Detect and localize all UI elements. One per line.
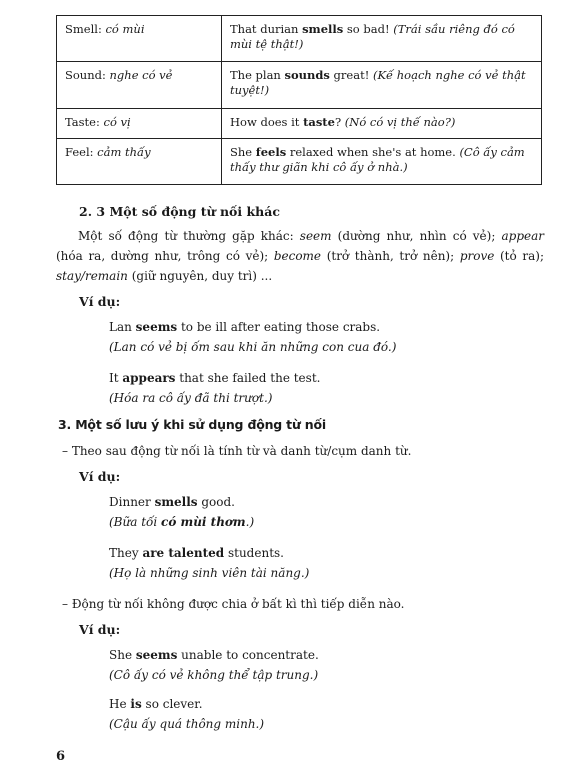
example-translation: (Trái sầu riêng đó có mùi tệ thật!) (230, 22, 515, 51)
verb-term: seem (299, 229, 332, 243)
example-text: students. (224, 546, 284, 560)
example-label: Ví dụ: (79, 622, 121, 637)
verb-term: become (273, 249, 322, 263)
table-cell-example (222, 16, 542, 62)
example-verb: is (130, 697, 142, 711)
example-translation: (Nó có vị thế nào?) (344, 115, 456, 129)
example-verb: taste (303, 115, 335, 129)
example-text: so clever. (141, 697, 203, 711)
example-text: Lan (109, 320, 136, 334)
example-translation: (Họ là những sinh viên tài năng.) (109, 566, 310, 580)
sense-label: Taste: (65, 115, 104, 129)
table-cell-example (222, 109, 542, 139)
example-block (109, 694, 264, 734)
example-block (109, 543, 309, 583)
table-cell-example (222, 62, 542, 109)
section-2-3-paragraph (56, 226, 544, 286)
example-text: relaxed when she's at home. (286, 145, 460, 159)
example-text: to be ill after eating those crabs. (177, 320, 381, 334)
example-text: It (109, 371, 123, 385)
page-number: 6 (56, 749, 66, 764)
example-verb: seems (135, 648, 178, 662)
example-label: Ví dụ: (79, 294, 121, 309)
example-text: He (109, 697, 131, 711)
verb-term: stay/remain (56, 269, 128, 283)
example-verb: appears (122, 371, 176, 385)
paragraph-text: (dường như, nhìn có vẻ); (331, 229, 502, 243)
example-text: That durian (230, 22, 303, 36)
example-verb: smells (154, 495, 198, 509)
example-translation: (Cậu ấy quá thông minh.) (109, 717, 265, 731)
paragraph-text: (giữ nguyên, duy trì) ... (127, 269, 273, 283)
example-verb: feels (255, 145, 287, 159)
example-block (109, 317, 396, 357)
table-row (57, 109, 542, 139)
example-sentence (109, 645, 319, 665)
example-text: She (109, 648, 136, 662)
table-row (57, 139, 542, 185)
example-verb: are talented (142, 546, 225, 560)
table-cell-sense (57, 109, 222, 139)
table-cell-example (222, 139, 542, 185)
example-text: ? (334, 115, 345, 129)
example-text: The plan (230, 68, 285, 82)
translation-text: .) (245, 515, 255, 529)
verb-term: prove (459, 249, 495, 263)
table-cell-sense (57, 16, 222, 62)
example-label: Ví dụ: (79, 469, 121, 484)
example-sentence (109, 694, 264, 714)
example-verb: sounds (284, 68, 330, 82)
example-block (109, 368, 320, 408)
example-sentence (109, 317, 396, 337)
example-sentence (109, 543, 309, 563)
example-text: good. (197, 495, 235, 509)
section-heading-3: 3. Một số lưu ý khi sử dụng động từ nối (58, 417, 326, 432)
sense-label: Sound: (65, 68, 110, 82)
translation-bold: có mùi thơm (161, 515, 246, 529)
example-block (109, 492, 254, 532)
sense-meaning: nghe có vẻ (109, 68, 173, 82)
sense-meaning: có mùi (105, 22, 145, 36)
example-text: so bad! (343, 22, 394, 36)
example-text: They (109, 546, 143, 560)
sense-meaning: cảm thấy (97, 145, 151, 159)
example-block (109, 645, 319, 685)
example-translation: (Hóa ra cô ấy đã thi trượt.) (109, 391, 273, 405)
example-text: She (230, 145, 256, 159)
example-translation: (Cô ấy cảm thấy thư giãn khi cô ấy ở nhà.) (230, 145, 525, 174)
table-cell-sense (57, 62, 222, 109)
translation-text: (Bữa tối (109, 515, 162, 529)
paragraph-text: (tỏ ra); (494, 249, 544, 263)
sense-label: Smell: (65, 22, 106, 36)
sense-meaning: có vị (103, 115, 131, 129)
example-verb: seems (135, 320, 178, 334)
example-translation: (Cô ấy có vẻ không thể tập trung.) (109, 668, 319, 682)
paragraph-text: (hóa ra, dường như, trông có vẻ); (56, 249, 274, 263)
table-cell-sense (57, 139, 222, 185)
table-row (57, 62, 542, 109)
example-text: that she failed the test. (175, 371, 321, 385)
paragraph-text: Một số động từ thường gặp khác: (78, 229, 300, 243)
note-item: – Theo sau động từ nối là tính từ và danh từ/cụm danh từ. (62, 444, 412, 458)
verb-term: appear (501, 229, 544, 243)
example-text: Dinner (109, 495, 155, 509)
section-heading-2-3: 2. 3 Một số động từ nối khác (79, 204, 280, 219)
paragraph-text: (trở thành, trở nên); (321, 249, 460, 263)
example-verb: smells (302, 22, 344, 36)
sense-verbs-table (56, 15, 542, 185)
example-translation: (Kế hoạch nghe có vẻ thật tuyệt!) (230, 68, 526, 97)
note-item: – Động từ nối không được chia ở bất kì thì tiếp diễn nào. (62, 597, 405, 611)
sense-label: Feel: (65, 145, 98, 159)
example-translation (109, 512, 254, 532)
example-sentence (109, 492, 254, 512)
example-text: How does it (230, 115, 304, 129)
table-row (57, 16, 542, 62)
example-text: great! (329, 68, 373, 82)
example-sentence (109, 368, 320, 388)
example-text: unable to concentrate. (177, 648, 319, 662)
example-translation: (Lan có vẻ bị ốm sau khi ăn những con cua đó.) (109, 340, 397, 354)
